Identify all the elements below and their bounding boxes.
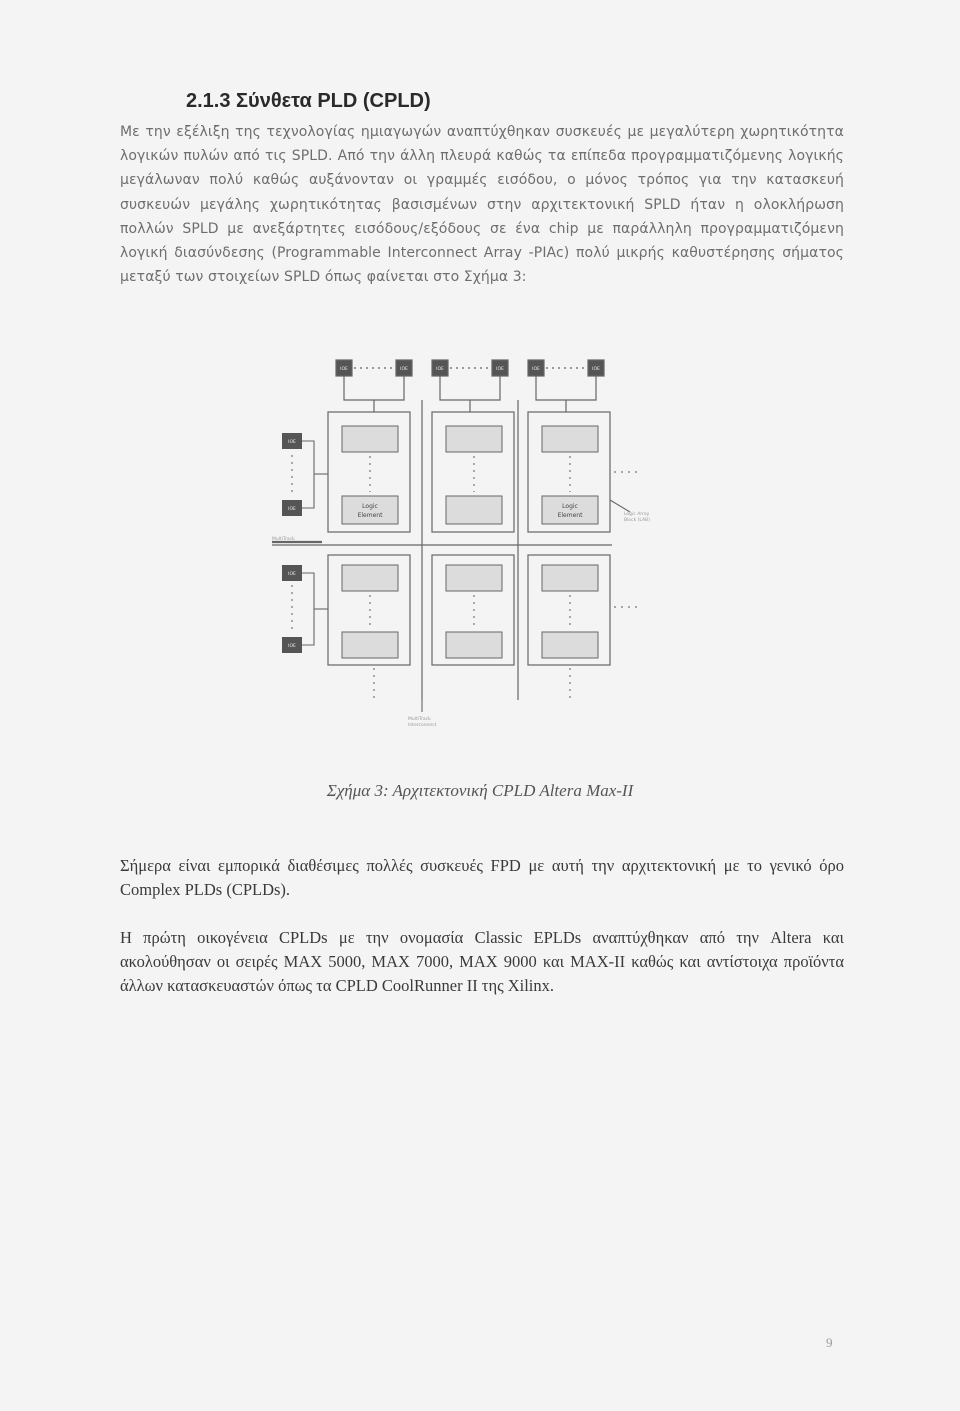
figure-caption: Σχήμα 3: Αρχιτεκτονική CPLD Altera Max-II bbox=[326, 781, 634, 800]
logic-elements bbox=[342, 426, 598, 658]
ioe-label: IOE bbox=[436, 367, 444, 372]
ioe-label: IOE bbox=[592, 367, 600, 372]
logic-element-label: Element bbox=[557, 512, 583, 519]
cpld-diagram bbox=[262, 350, 662, 760]
ioe-label: IOE bbox=[400, 367, 408, 372]
ioe-label: IOE bbox=[288, 572, 296, 577]
paragraph-cplds: Σήμερα είναι εμπορικά διαθέσιμες πολλές συσκευές FPD με αυτή την αρχιτεκτονική με το γενικό όρο Complex PLDs (CPLDs). bbox=[120, 856, 844, 900]
section-number: 2.1.3 bbox=[186, 90, 231, 112]
bottom-interconnect-label: Interconnect bbox=[408, 723, 437, 728]
paragraph-classic-eplds: Η πρώτη οικογένεια CPLDs με την ονομασία Classic EPLDs αναπτύχθηκαν από την Altera και ακολούθησαν οι σειρές MAX 5000, MAX 7000, MAX 9000 και MAX-II καθώς και αντίστοιχα προϊόντα άλλων κατασκευαστών όπως τα CPLD CoolRunner II της Xilinx. bbox=[120, 928, 844, 996]
page-number: 9 bbox=[826, 1335, 833, 1350]
logic-element-label: Logic bbox=[362, 503, 378, 510]
ioe-label: IOE bbox=[532, 367, 540, 372]
logic-element-label: Logic bbox=[562, 503, 578, 510]
cpld-architecture-figure bbox=[262, 350, 662, 760]
lab-side-label: Block (LAB) bbox=[624, 518, 650, 523]
ioe-label: IOE bbox=[288, 440, 296, 445]
ioe-label: IOE bbox=[288, 507, 296, 512]
intro-paragraph: Με την εξέλιξη της τεχνολογίας ημιαγωγών αναπτύχθηκαν συσκευές με μεγαλύτερη χωρητικότητα λογικών πυλών από τις SPLD. Από την άλλη πλευρά καθώς τα επίπεδα προγραμματιζόμενης λογικής μεγάλωναν πολύ καθώς αυξάνονταν οι γραμμές εισόδου, ο μόνος τρόπος για την κατασκευή συσκευών μεγάλης χωρητικότητας βασισμένων στην αρχιτεκτονική SPLD ήταν η ολοκλήρωση πολλών SPLD με ανεξάρτητες εισόδους/εξόδους σε ένα chip με παράλληλη προγραμματιζόμενη λογική διασύνδεσης (Programmable Interconnect Array -PIAc) πολύ μικρής καθυστέρησης σήματος μεταξύ των στοιχείων SPLD όπως φαίνεται στο Σχήμα 3: bbox=[120, 124, 844, 286]
logic-element-label: Element bbox=[357, 512, 383, 519]
bottom-interconnect-label: MultiTrack bbox=[408, 717, 431, 722]
left-interconnect-label: MultiTrack bbox=[272, 537, 295, 542]
section-heading bbox=[186, 90, 431, 113]
section-title: Σύνθετα PLD (CPLD) bbox=[236, 90, 431, 112]
ioe-label: IOE bbox=[288, 644, 296, 649]
lab-side-label: Logic Array bbox=[624, 512, 650, 517]
ioe-label: IOE bbox=[496, 367, 504, 372]
ioe-label: IOE bbox=[340, 367, 348, 372]
